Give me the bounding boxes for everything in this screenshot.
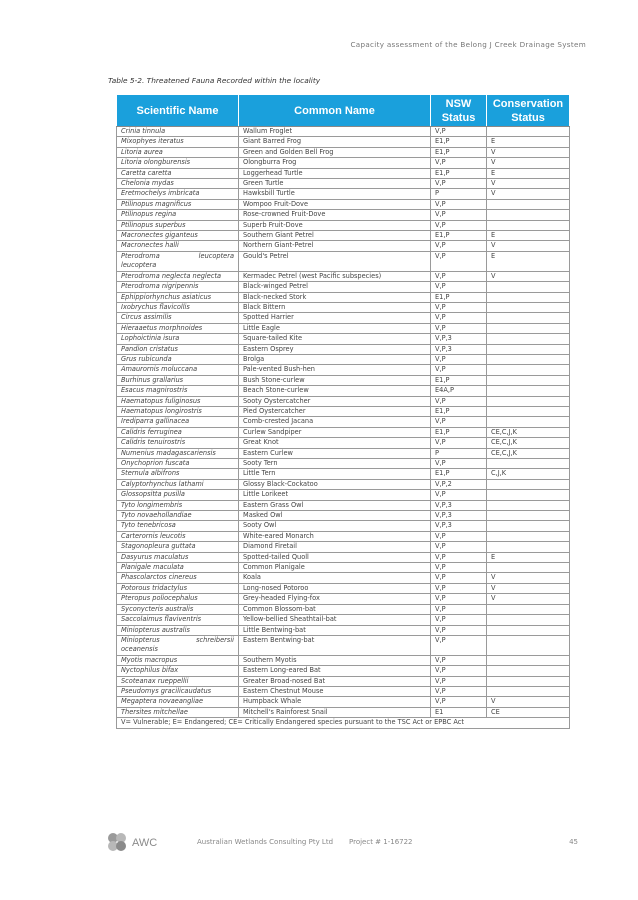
table-row <box>117 552 570 562</box>
common-name-cell: Sooty Tern <box>239 459 431 469</box>
scientific-name-cell: Litoria aurea <box>117 147 239 157</box>
common-name-cell: Little Eagle <box>239 323 431 333</box>
nsw-status-cell: V,P <box>431 210 487 220</box>
nsw-status-cell: V,P <box>431 686 487 696</box>
scientific-name-cell: Tyto novaehollandiae <box>117 511 239 521</box>
nsw-status-cell: V,P <box>431 615 487 625</box>
nsw-status-cell: V,P <box>431 594 487 604</box>
table-row <box>117 189 570 199</box>
scientific-name-cell: Calidris ferruginea <box>117 427 239 437</box>
nsw-status-cell: V,P <box>431 635 487 655</box>
nsw-status-cell: V,P <box>431 563 487 573</box>
table-caption: Table 5-2. Threatened Fauna Recorded within the locality <box>108 76 321 85</box>
common-name-cell: Brolga <box>239 354 431 364</box>
conservation-status-cell <box>487 635 570 655</box>
common-name-cell: Koala <box>239 573 431 583</box>
page-footer <box>106 832 578 852</box>
scientific-name-cell: Carterornis leucotis <box>117 531 239 541</box>
conservation-status-cell <box>487 354 570 364</box>
header-nsw-status: NSW Status <box>431 95 487 127</box>
nsw-status-cell: V,P <box>431 417 487 427</box>
table-row <box>117 282 570 292</box>
scientific-name-cell: Tyto longimembris <box>117 500 239 510</box>
nsw-status-cell: E1,P <box>431 406 487 416</box>
conservation-status-cell <box>487 334 570 344</box>
scientific-name-cell: Numenius madagascariensis <box>117 448 239 458</box>
scientific-name-cell: Eretmochelys imbricata <box>117 189 239 199</box>
table-row <box>117 406 570 416</box>
conservation-status-cell: V <box>487 147 570 157</box>
conservation-status-cell <box>487 563 570 573</box>
table-row <box>117 396 570 406</box>
common-name-cell: Southern Giant Petrel <box>239 231 431 241</box>
scientific-name-cell: Saccolaimus flaviventris <box>117 615 239 625</box>
table-row <box>117 521 570 531</box>
scientific-name-cell: Pseudomys gracilicaudatus <box>117 686 239 696</box>
scientific-name-cell: Caretta caretta <box>117 168 239 178</box>
table-row <box>117 127 570 137</box>
common-name-cell: Eastern Chestnut Mouse <box>239 686 431 696</box>
table-row <box>117 313 570 323</box>
conservation-status-cell: CE,C,J,K <box>487 438 570 448</box>
common-name-cell: Eastern Long-eared Bat <box>239 666 431 676</box>
nsw-status-cell: E4A,P <box>431 386 487 396</box>
table-row <box>117 448 570 458</box>
conservation-status-cell: V <box>487 179 570 189</box>
scientific-name-cell: Mixophyes iteratus <box>117 137 239 147</box>
table-footnote: V= Vulnerable; E= Endangered; CE= Critically Endangered species pursuant to the TSC Act or EPBC Act <box>117 718 570 728</box>
scientific-name-cell: Tyto tenebricosa <box>117 521 239 531</box>
common-name-cell: Masked Owl <box>239 511 431 521</box>
table-row <box>117 490 570 500</box>
table-row <box>117 365 570 375</box>
common-name-cell: Mitchell's Rainforest Snail <box>239 707 431 717</box>
scientific-name-cell: Pandion cristatus <box>117 344 239 354</box>
table-row <box>117 210 570 220</box>
nsw-status-cell: E1,P <box>431 147 487 157</box>
nsw-status-cell: V,P <box>431 542 487 552</box>
common-name-cell: Sooty Oystercatcher <box>239 396 431 406</box>
nsw-status-cell: E1,P <box>431 469 487 479</box>
common-name-cell: Eastern Bentwing-bat <box>239 635 431 655</box>
common-name-cell: Wompoo Fruit-Dove <box>239 199 431 209</box>
common-name-cell: Humpback Whale <box>239 697 431 707</box>
common-name-cell: Black-winged Petrel <box>239 282 431 292</box>
table-row <box>117 417 570 427</box>
table-row <box>117 386 570 396</box>
common-name-cell: Common Blossom-bat <box>239 604 431 614</box>
nsw-status-cell: V,P,3 <box>431 344 487 354</box>
logo-text: AWC <box>132 837 158 849</box>
scientific-name-cell: Onychoprion fuscata <box>117 459 239 469</box>
scientific-name-cell: Macronectes halli <box>117 241 239 251</box>
nsw-status-cell: V,P <box>431 179 487 189</box>
table-row <box>117 199 570 209</box>
scientific-name-cell: Ephippiorhynchus asiaticus <box>117 292 239 302</box>
nsw-status-cell: V,P <box>431 625 487 635</box>
conservation-status-cell: V <box>487 241 570 251</box>
conservation-status-cell: E <box>487 251 570 271</box>
nsw-status-cell: V,P <box>431 655 487 665</box>
common-name-cell: Square-tailed Kite <box>239 334 431 344</box>
nsw-status-cell: V,P <box>431 323 487 333</box>
conservation-status-cell: V <box>487 189 570 199</box>
conservation-status-cell: V <box>487 573 570 583</box>
table-row <box>117 563 570 573</box>
conservation-status-cell <box>487 313 570 323</box>
header-scientific-name: Scientific Name <box>117 95 239 127</box>
nsw-status-cell: V,P <box>431 697 487 707</box>
common-name-cell: Southern Myotis <box>239 655 431 665</box>
table-row <box>117 542 570 552</box>
nsw-status-cell: V,P,2 <box>431 479 487 489</box>
scientific-name-cell: Glossopsitta pusilla <box>117 490 239 500</box>
conservation-status-cell <box>487 220 570 230</box>
common-name-cell: Spotted Harrier <box>239 313 431 323</box>
table-row <box>117 292 570 302</box>
common-name-cell: Gould's Petrel <box>239 251 431 271</box>
table-row <box>117 459 570 469</box>
table-row <box>117 137 570 147</box>
scientific-name-cell: Grus rubicunda <box>117 354 239 364</box>
nsw-status-cell: P <box>431 189 487 199</box>
conservation-status-cell <box>487 199 570 209</box>
table-row <box>117 323 570 333</box>
common-name-cell: Eastern Osprey <box>239 344 431 354</box>
conservation-status-cell: CE <box>487 707 570 717</box>
conservation-status-cell <box>487 625 570 635</box>
common-name-cell: Little Tern <box>239 469 431 479</box>
common-name-cell: Curlew Sandpiper <box>239 427 431 437</box>
common-name-cell: Green and Golden Bell Frog <box>239 147 431 157</box>
header-common-name: Common Name <box>239 95 431 127</box>
scientific-name-cell: Pterodroma nigripennis <box>117 282 239 292</box>
common-name-cell: Common Planigale <box>239 563 431 573</box>
common-name-cell: White-eared Monarch <box>239 531 431 541</box>
common-name-cell: Pied Oystercatcher <box>239 406 431 416</box>
scientific-name-cell: Ptilinopus regina <box>117 210 239 220</box>
conservation-status-cell <box>487 479 570 489</box>
conservation-status-cell <box>487 302 570 312</box>
conservation-status-cell <box>487 521 570 531</box>
nsw-status-cell: V,P <box>431 158 487 168</box>
nsw-status-cell: V,P <box>431 676 487 686</box>
conservation-status-cell <box>487 292 570 302</box>
common-name-cell: Diamond Firetail <box>239 542 431 552</box>
table-row <box>117 635 570 655</box>
common-name-cell: Pale-vented Bush-hen <box>239 365 431 375</box>
scientific-name-cell: Litoria olongburensis <box>117 158 239 168</box>
conservation-status-cell <box>487 511 570 521</box>
running-header: Capacity assessment of the Belong J Creek Drainage System <box>350 40 586 49</box>
conservation-status-cell: E <box>487 168 570 178</box>
nsw-status-cell: E1,P <box>431 427 487 437</box>
nsw-status-cell: V,P <box>431 282 487 292</box>
conservation-status-cell <box>487 686 570 696</box>
table-row <box>117 500 570 510</box>
conservation-status-cell <box>487 396 570 406</box>
conservation-status-cell: V <box>487 697 570 707</box>
scientific-name-cell: Macronectes giganteus <box>117 231 239 241</box>
common-name-cell: Great Knot <box>239 438 431 448</box>
nsw-status-cell: P <box>431 448 487 458</box>
table-row <box>117 334 570 344</box>
conservation-status-cell: E <box>487 137 570 147</box>
common-name-cell: Wallum Froglet <box>239 127 431 137</box>
conservation-status-cell <box>487 666 570 676</box>
scientific-name-cell: Burhinus grallarius <box>117 375 239 385</box>
nsw-status-cell: E1,P <box>431 375 487 385</box>
table-row <box>117 158 570 168</box>
table-row <box>117 479 570 489</box>
nsw-status-cell: V,P <box>431 271 487 281</box>
conservation-status-cell <box>487 676 570 686</box>
nsw-status-cell: V,P <box>431 531 487 541</box>
common-name-cell: Bush Stone-curlew <box>239 375 431 385</box>
scientific-name-cell: Scoteanax rueppellii <box>117 676 239 686</box>
common-name-cell: Sooty Owl <box>239 521 431 531</box>
conservation-status-cell <box>487 323 570 333</box>
scientific-name-cell: Crinia tinnula <box>117 127 239 137</box>
nsw-status-cell: E1,P <box>431 168 487 178</box>
scientific-name-cell: Megaptera novaeangliae <box>117 697 239 707</box>
nsw-status-cell: V,P <box>431 199 487 209</box>
nsw-status-cell: V,P <box>431 313 487 323</box>
table-row <box>117 697 570 707</box>
conservation-status-cell <box>487 490 570 500</box>
common-name-cell: Black-necked Stork <box>239 292 431 302</box>
scientific-name-cell: Myotis macropus <box>117 655 239 665</box>
nsw-status-cell: V,P <box>431 459 487 469</box>
scientific-name-cell: Irediparra gallinacea <box>117 417 239 427</box>
scientific-name-cell: Thersites mitchellae <box>117 707 239 717</box>
scientific-name-cell: Potorous tridactylus <box>117 583 239 593</box>
conservation-status-cell <box>487 417 570 427</box>
nsw-status-cell: E1,P <box>431 292 487 302</box>
nsw-status-cell: E1,P <box>431 231 487 241</box>
nsw-status-cell: V,P <box>431 220 487 230</box>
conservation-status-cell <box>487 365 570 375</box>
conservation-status-cell <box>487 531 570 541</box>
table-row <box>117 707 570 717</box>
common-name-cell: Giant Barred Frog <box>239 137 431 147</box>
project-number: Project # 1-16722 <box>349 838 413 846</box>
table-row <box>117 469 570 479</box>
table-row <box>117 686 570 696</box>
nsw-status-cell: V,P <box>431 365 487 375</box>
common-name-cell: Little Lorikeet <box>239 490 431 500</box>
awc-logo-icon <box>106 832 128 852</box>
conservation-status-cell: V <box>487 583 570 593</box>
table-row <box>117 438 570 448</box>
nsw-status-cell: V,P,3 <box>431 511 487 521</box>
conservation-status-cell: E <box>487 552 570 562</box>
nsw-status-cell: V,P,3 <box>431 500 487 510</box>
table-body <box>117 127 570 718</box>
common-name-cell: Loggerhead Turtle <box>239 168 431 178</box>
scientific-name-cell: Planigale maculata <box>117 563 239 573</box>
table-row <box>117 594 570 604</box>
conservation-status-cell <box>487 344 570 354</box>
common-name-cell: Olongburra Frog <box>239 158 431 168</box>
table-row <box>117 655 570 665</box>
table-row <box>117 676 570 686</box>
conservation-status-cell <box>487 282 570 292</box>
nsw-status-cell: V,P <box>431 302 487 312</box>
scientific-name-cell: Miniopterus schreibersii oceanensis <box>117 635 239 655</box>
table-row <box>117 375 570 385</box>
table-row <box>117 168 570 178</box>
nsw-status-cell: V,P <box>431 666 487 676</box>
scientific-name-cell: Pteropus poliocephalus <box>117 594 239 604</box>
conservation-status-cell <box>487 127 570 137</box>
conservation-status-cell <box>487 655 570 665</box>
nsw-status-cell: V,P,3 <box>431 521 487 531</box>
nsw-status-cell: V,P <box>431 604 487 614</box>
table-row <box>117 604 570 614</box>
conservation-status-cell <box>487 375 570 385</box>
table-row <box>117 241 570 251</box>
conservation-status-cell: C,J,K <box>487 469 570 479</box>
common-name-cell: Rose-crowned Fruit-Dove <box>239 210 431 220</box>
scientific-name-cell: Amaurornis moluccana <box>117 365 239 375</box>
conservation-status-cell: CE,C,J,K <box>487 427 570 437</box>
scientific-name-cell: Syconycteris australis <box>117 604 239 614</box>
common-name-cell: Comb-crested Jacana <box>239 417 431 427</box>
scientific-name-cell: Phascolarctos cinereus <box>117 573 239 583</box>
common-name-cell: Long-nosed Potoroo <box>239 583 431 593</box>
nsw-status-cell: E1 <box>431 707 487 717</box>
common-name-cell: Eastern Curlew <box>239 448 431 458</box>
conservation-status-cell: E <box>487 231 570 241</box>
conservation-status-cell <box>487 500 570 510</box>
scientific-name-cell: Nyctophilus bifax <box>117 666 239 676</box>
scientific-name-cell: Dasyurus maculatus <box>117 552 239 562</box>
threatened-fauna-table <box>116 94 570 729</box>
scientific-name-cell: Haematopus fuliginosus <box>117 396 239 406</box>
nsw-status-cell: V,P <box>431 251 487 271</box>
table-header-row <box>117 95 570 127</box>
table-row <box>117 427 570 437</box>
table-row <box>117 573 570 583</box>
table-row <box>117 251 570 271</box>
scientific-name-cell: Sternula albifrons <box>117 469 239 479</box>
conservation-status-cell <box>487 406 570 416</box>
nsw-status-cell: V,P,3 <box>431 334 487 344</box>
table-row <box>117 354 570 364</box>
nsw-status-cell: E1,P <box>431 137 487 147</box>
table-row <box>117 302 570 312</box>
conservation-status-cell: CE,C,J,K <box>487 448 570 458</box>
scientific-name-cell: Ixobrychus flavicollis <box>117 302 239 312</box>
nsw-status-cell: V,P <box>431 354 487 364</box>
table-row <box>117 220 570 230</box>
table-row <box>117 231 570 241</box>
common-name-cell: Kermadec Petrel (west Pacific subspecies) <box>239 271 431 281</box>
common-name-cell: Superb Fruit-Dove <box>239 220 431 230</box>
common-name-cell: Grey-headed Flying-fox <box>239 594 431 604</box>
table-row <box>117 511 570 521</box>
common-name-cell: Yellow-bellied Sheathtail-bat <box>239 615 431 625</box>
conservation-status-cell <box>487 615 570 625</box>
common-name-cell: Hawksbill Turtle <box>239 189 431 199</box>
table-row <box>117 615 570 625</box>
common-name-cell: Northern Giant-Petrel <box>239 241 431 251</box>
conservation-status-cell: V <box>487 271 570 281</box>
header-conservation-status: Conservation Status <box>487 95 570 127</box>
conservation-status-cell: V <box>487 158 570 168</box>
page-number: 45 <box>569 838 578 846</box>
common-name-cell: Black Bittern <box>239 302 431 312</box>
table-row <box>117 625 570 635</box>
nsw-status-cell: V,P <box>431 241 487 251</box>
scientific-name-cell: Calyptorhynchus lathami <box>117 479 239 489</box>
scientific-name-cell: Ptilinopus superbus <box>117 220 239 230</box>
nsw-status-cell: V,P <box>431 396 487 406</box>
scientific-name-cell: Lophoictinia isura <box>117 334 239 344</box>
common-name-cell: Little Bentwing-bat <box>239 625 431 635</box>
scientific-name-cell: Stagonopleura guttata <box>117 542 239 552</box>
scientific-name-cell: Chelonia mydas <box>117 179 239 189</box>
table-row <box>117 147 570 157</box>
scientific-name-cell: Pterodroma leucoptera leucoptera <box>117 251 239 271</box>
scientific-name-cell: Haematopus longirostris <box>117 406 239 416</box>
scientific-name-cell: Esacus magnirostris <box>117 386 239 396</box>
conservation-status-cell <box>487 386 570 396</box>
common-name-cell: Spotted-tailed Quoll <box>239 552 431 562</box>
nsw-status-cell: V,P <box>431 573 487 583</box>
common-name-cell: Glossy Black-Cockatoo <box>239 479 431 489</box>
conservation-status-cell <box>487 210 570 220</box>
table-row <box>117 271 570 281</box>
common-name-cell: Green Turtle <box>239 179 431 189</box>
scientific-name-cell: Miniopterus australis <box>117 625 239 635</box>
common-name-cell: Eastern Grass Owl <box>239 500 431 510</box>
nsw-status-cell: V,P <box>431 490 487 500</box>
nsw-status-cell: V,P <box>431 552 487 562</box>
table-row <box>117 344 570 354</box>
common-name-cell: Greater Broad-nosed Bat <box>239 676 431 686</box>
scientific-name-cell: Calidris tenuirostris <box>117 438 239 448</box>
scientific-name-cell: Hieraaetus morphnoides <box>117 323 239 333</box>
common-name-cell: Beach Stone-curlew <box>239 386 431 396</box>
conservation-status-cell <box>487 459 570 469</box>
scientific-name-cell: Circus assimilis <box>117 313 239 323</box>
table-footnote-row <box>117 718 570 728</box>
table-row <box>117 179 570 189</box>
nsw-status-cell: V,P <box>431 127 487 137</box>
company-name: Australian Wetlands Consulting Pty Ltd <box>197 838 334 846</box>
conservation-status-cell <box>487 542 570 552</box>
scientific-name-cell: Ptilinopus magnificus <box>117 199 239 209</box>
table-row <box>117 531 570 541</box>
scientific-name-cell: Pterodroma neglecta neglecta <box>117 271 239 281</box>
table-row <box>117 583 570 593</box>
nsw-status-cell: V,P <box>431 438 487 448</box>
conservation-status-cell <box>487 604 570 614</box>
conservation-status-cell: V <box>487 594 570 604</box>
table-row <box>117 666 570 676</box>
nsw-status-cell: V,P <box>431 583 487 593</box>
